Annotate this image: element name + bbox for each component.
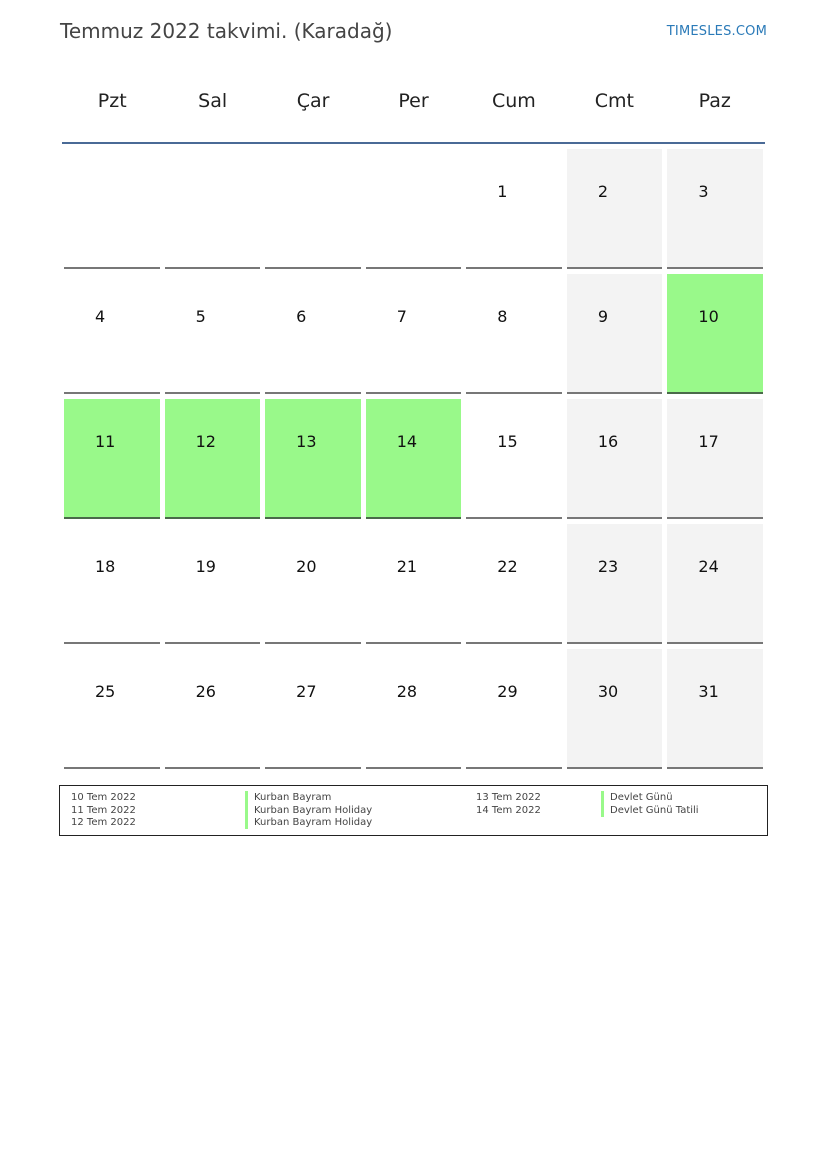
legend-date: 11 Tem 2022 [71, 804, 136, 816]
day-cell [366, 274, 462, 394]
empty-day-cell [64, 149, 160, 269]
weekday-label: Pzt [97, 89, 127, 112]
day-cell [165, 649, 261, 769]
day-number: 7 [396, 307, 407, 326]
legend-holiday-name: Kurban Bayram Holiday [245, 804, 372, 817]
day-cell [265, 524, 361, 644]
day-number: 1 [497, 182, 508, 201]
day-cell [165, 399, 261, 519]
calendar-week [62, 399, 765, 519]
day-cell [567, 399, 663, 519]
day-cell [567, 274, 663, 394]
day-cell [64, 524, 160, 644]
day-number: 23 [597, 557, 619, 576]
weekday-label: Çar [296, 89, 330, 112]
day-cell [165, 524, 261, 644]
day-number: 14 [396, 432, 418, 451]
legend-date: 13 Tem 2022 [476, 792, 541, 803]
day-cell [64, 274, 160, 394]
day-cell [667, 274, 763, 394]
weekday-label: Cmt [594, 89, 634, 112]
day-cell [366, 649, 462, 769]
empty-day-cell [165, 149, 261, 269]
day-number: 25 [95, 682, 116, 701]
day-cell [567, 149, 663, 269]
day-number: 20 [296, 557, 317, 576]
day-number: 3 [698, 182, 709, 201]
day-number: 26 [195, 682, 216, 701]
day-number: 5 [195, 307, 206, 326]
day-number: 27 [296, 682, 317, 701]
day-cell [667, 149, 763, 269]
day-number: 31 [698, 682, 719, 701]
day-number: 6 [296, 307, 307, 326]
weekday-label: Cum [492, 89, 536, 112]
day-cell [265, 649, 361, 769]
day-cell [466, 649, 562, 769]
calendar-grid [62, 60, 765, 774]
weekday-header [62, 60, 765, 144]
legend-entry [60, 804, 767, 817]
day-number: 11 [95, 432, 116, 451]
day-number: 9 [597, 307, 609, 326]
weekday-label: Per [398, 89, 429, 112]
day-number: 21 [396, 557, 418, 576]
day-cell [466, 149, 562, 269]
day-cell [667, 524, 763, 644]
brand-link[interactable]: TIMESLES.COM [666, 24, 767, 39]
day-cell [265, 399, 361, 519]
day-number: 18 [95, 557, 116, 576]
legend-date: 12 Tem 2022 [71, 817, 136, 828]
day-number: 4 [95, 307, 106, 326]
calendar-week [62, 274, 765, 394]
day-number: 10 [698, 307, 719, 326]
legend-holiday-name: Kurban Bayram Holiday [245, 816, 372, 829]
legend-entry [60, 816, 767, 829]
day-cell [567, 649, 663, 769]
day-number: 8 [497, 307, 508, 326]
day-cell [567, 524, 663, 644]
day-cell [466, 274, 562, 394]
day-number: 2 [597, 182, 609, 201]
day-number: 17 [698, 432, 719, 451]
day-number: 19 [195, 557, 216, 576]
day-number: 30 [597, 682, 619, 701]
legend-date: 10 Tem 2022 [71, 792, 136, 803]
day-number: 12 [195, 432, 216, 451]
day-cell [265, 274, 361, 394]
day-cell [667, 399, 763, 519]
day-cell [64, 649, 160, 769]
day-number: 22 [497, 557, 518, 576]
calendar-week [62, 149, 765, 269]
calendar-weeks [62, 149, 765, 769]
day-cell [466, 524, 562, 644]
day-number: 15 [497, 432, 518, 451]
calendar-week [62, 524, 765, 644]
day-number: 28 [396, 682, 418, 701]
day-number: 29 [497, 682, 518, 701]
day-cell [366, 524, 462, 644]
legend-date: 14 Tem 2022 [476, 804, 541, 816]
weekday-label: Sal [198, 89, 228, 112]
day-cell [667, 649, 763, 769]
empty-day-cell [366, 149, 462, 269]
day-cell [366, 399, 462, 519]
day-number: 13 [296, 432, 317, 451]
calendar-week [62, 649, 765, 769]
legend-holiday-name: Devlet Günü [601, 791, 673, 804]
legend-holiday-name: Devlet Günü Tatili [601, 804, 699, 817]
day-cell [64, 399, 160, 519]
day-cell [165, 274, 261, 394]
page-title: Temmuz 2022 takvimi. (Karadağ) [60, 19, 393, 43]
day-cell [466, 399, 562, 519]
legend-holiday-name: Kurban Bayram [245, 791, 331, 804]
day-number: 24 [698, 557, 719, 576]
day-number: 16 [597, 432, 619, 451]
holiday-legend [59, 785, 768, 836]
weekday-label: Paz [698, 89, 731, 112]
empty-day-cell [265, 149, 361, 269]
legend-entry [60, 791, 767, 804]
